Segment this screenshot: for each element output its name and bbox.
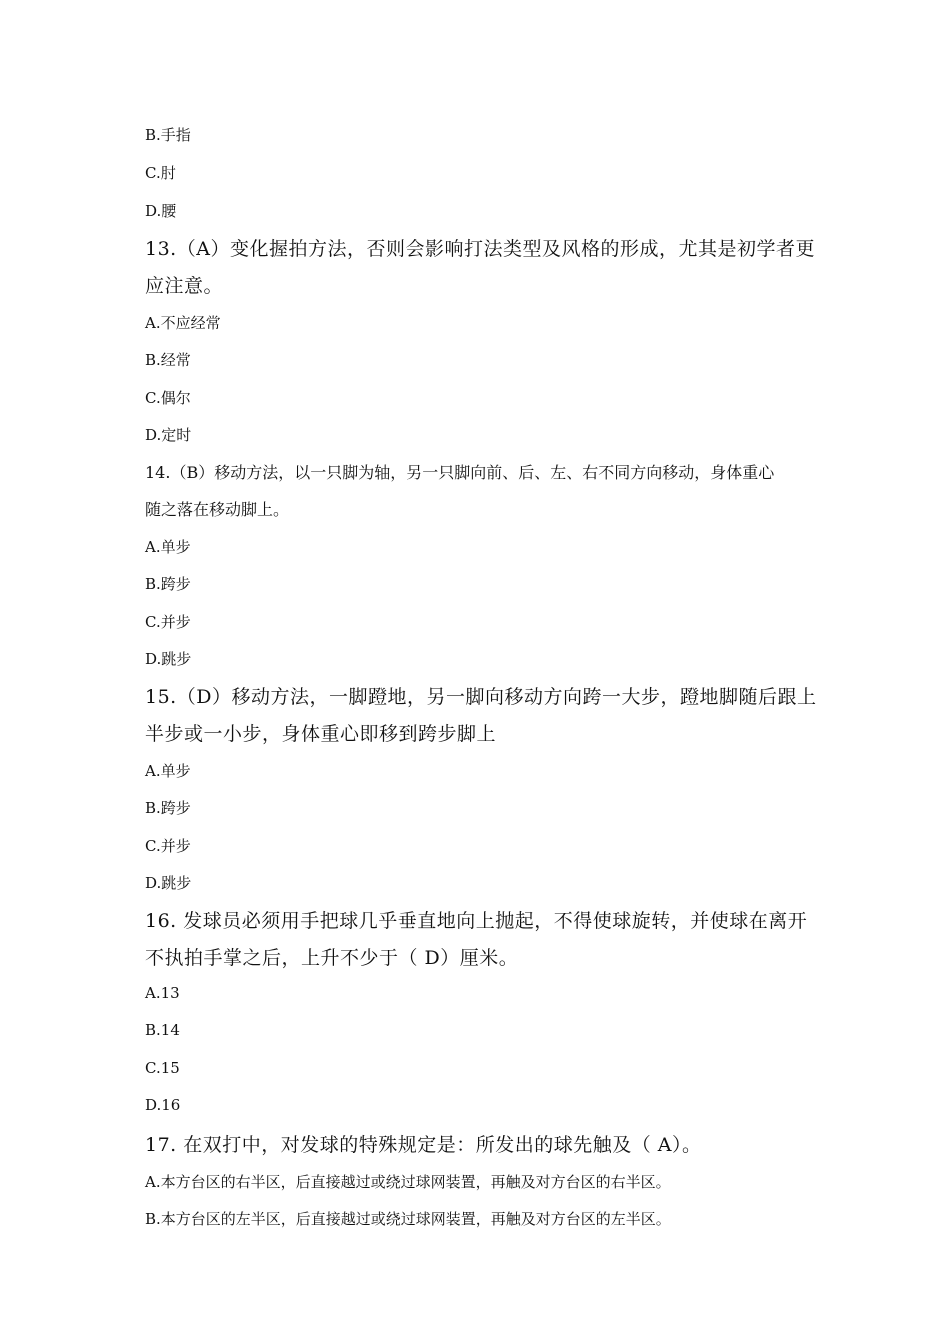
q15-option-b: B.跨步	[145, 799, 191, 817]
q14-stem-line1: 14.（B）移动方法，以一只脚为轴，另一只脚向前、后、左、右不同方向移动，身体重心	[145, 463, 775, 482]
q16-option-c: C.15	[145, 1059, 180, 1077]
q16-option-b: B.14	[145, 1021, 180, 1039]
q16-stem-line2: 不执拍手掌之后，上升不少于（ D）厘米。	[145, 947, 519, 969]
q16-stem-line1: 16. 发球员必须用手把球几乎垂直地向上抛起，不得使球旋转，并使球在离开	[145, 910, 808, 932]
q12-option-d: D.腰	[145, 202, 177, 220]
q14-option-d: D.跳步	[145, 650, 192, 668]
q13-option-b: B.经常	[145, 351, 191, 369]
q14-option-c: C.并步	[145, 613, 191, 631]
q17-option-a: A.本方台区的右半区，后直接越过或绕过球网装置，再触及对方台区的右半区。	[145, 1173, 671, 1191]
q15-stem-line2: 半步或一小步，身体重心即移到跨步脚上	[145, 723, 497, 745]
q14-option-a: A.单步	[145, 538, 191, 556]
q12-option-c: C.肘	[145, 164, 176, 182]
q13-stem-line1: 13.（A）变化握拍方法，否则会影响打法类型及风格的形成，尤其是初学者更	[145, 238, 815, 260]
q12-option-b: B.手指	[145, 126, 191, 144]
q13-option-c: C.偶尔	[145, 389, 191, 407]
q14-stem-line2: 随之落在移动脚上。	[145, 500, 290, 519]
q16-option-a: A.13	[145, 984, 180, 1002]
q15-stem-line1: 15.（D）移动方法，一脚蹬地，另一脚向移动方向跨一大步，蹬地脚随后跟上	[145, 686, 817, 708]
q16-option-d: D.16	[145, 1096, 181, 1114]
q17-option-b: B.本方台区的左半区，后直接越过或绕过球网装置，再触及对方台区的左半区。	[145, 1210, 671, 1228]
q17-stem-line1: 17. 在双打中，对发球的特殊规定是：所发出的球先触及（ A）。	[145, 1134, 702, 1156]
q13-option-d: D.定时	[145, 426, 192, 444]
q13-stem-line2: 应注意。	[145, 275, 224, 297]
q15-option-d: D.跳步	[145, 874, 192, 892]
q14-option-b: B.跨步	[145, 575, 191, 593]
q15-option-a: A.单步	[145, 762, 191, 780]
q13-option-a: A.不应经常	[145, 314, 221, 332]
q15-option-c: C.并步	[145, 837, 191, 855]
